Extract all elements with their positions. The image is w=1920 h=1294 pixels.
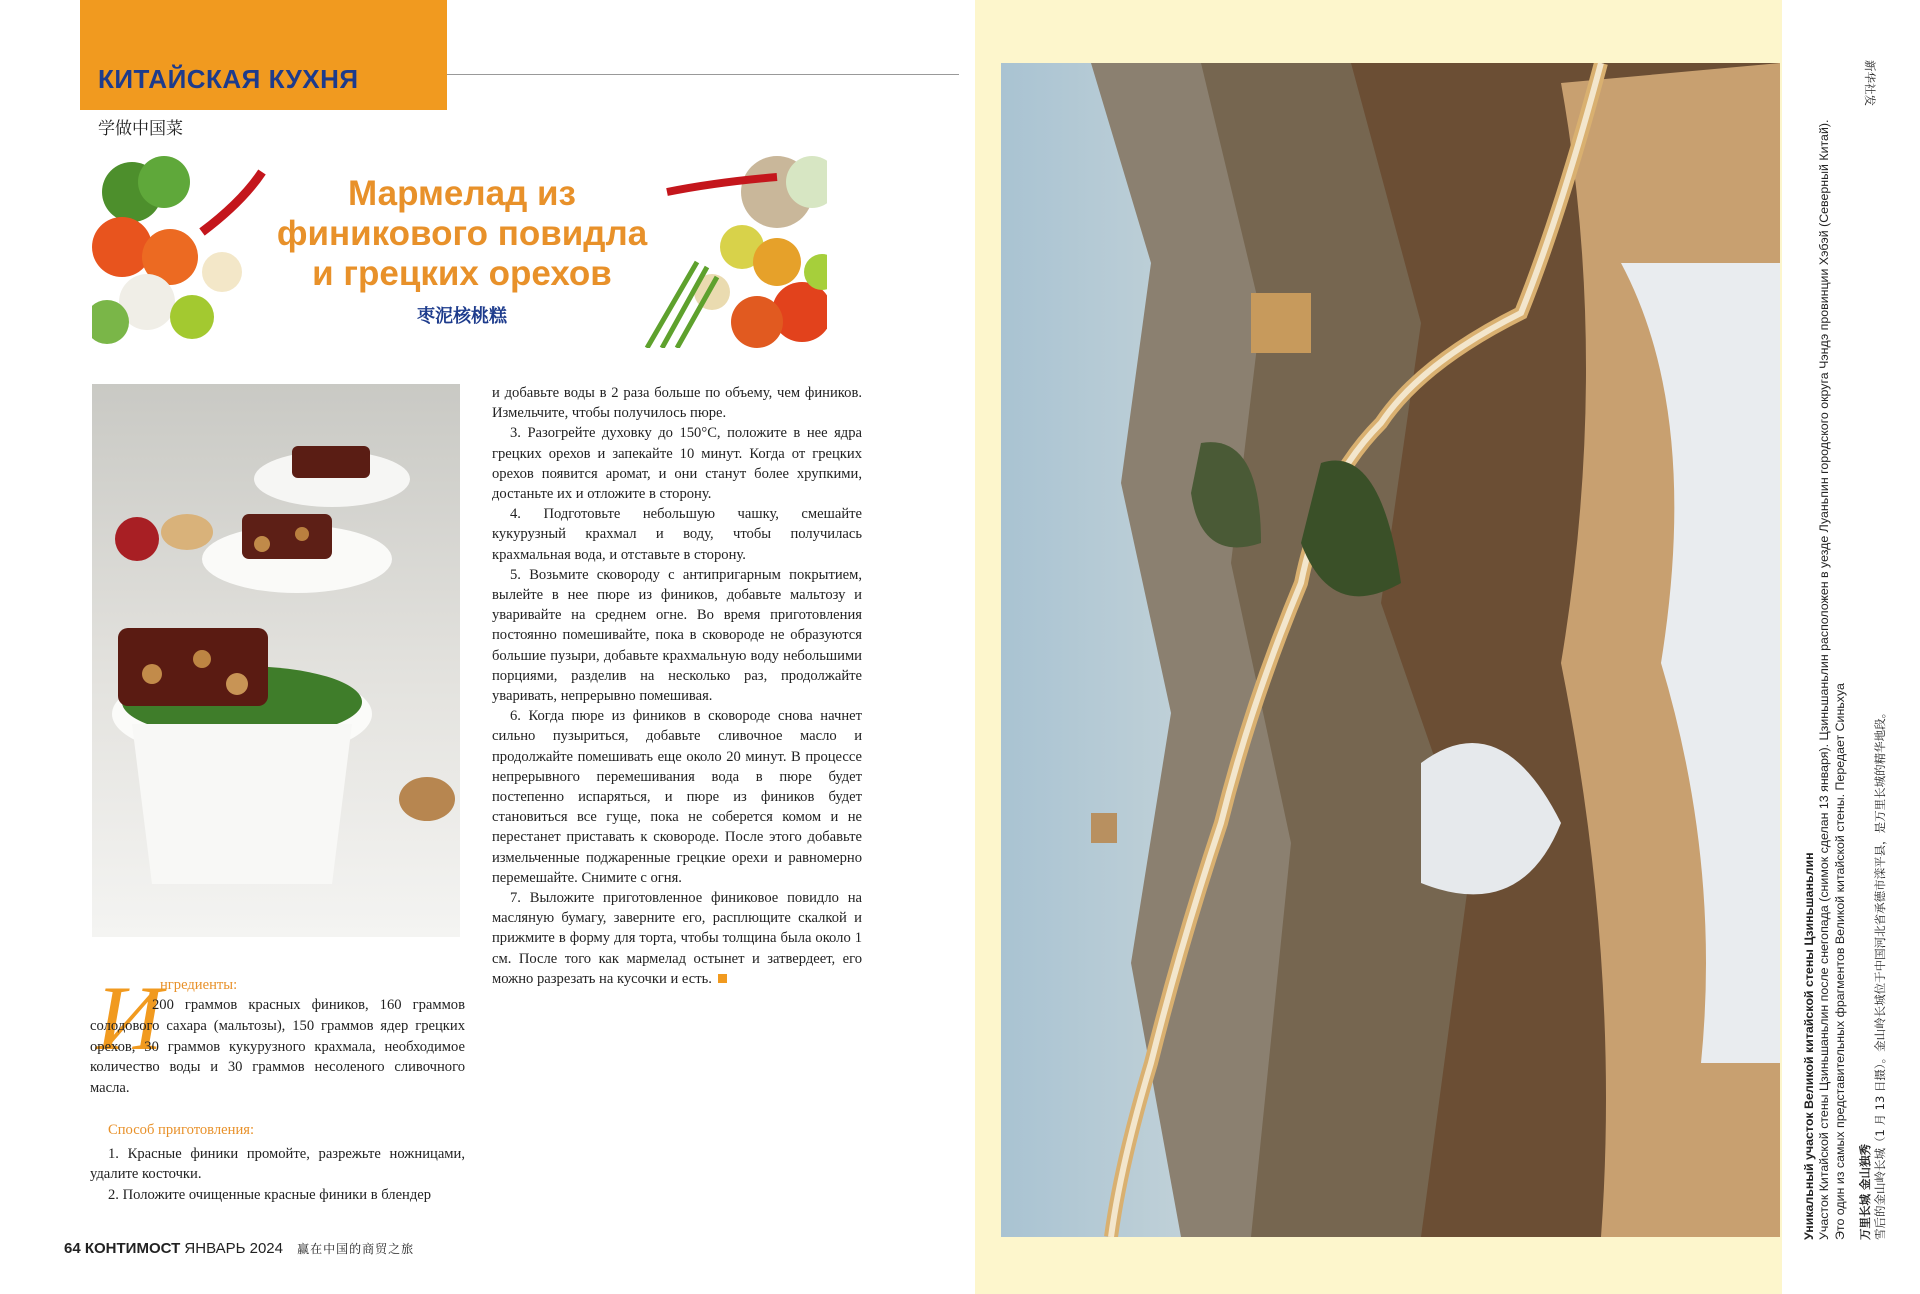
drop-cap: И xyxy=(96,967,163,1069)
caption-title: Уникальный участок Великой китайской стены Цзиньшаньлин xyxy=(1802,852,1816,1240)
dish-photo xyxy=(92,384,460,937)
caption-title-cn: 万里长城 金山独秀 xyxy=(1857,1143,1872,1240)
method-block xyxy=(90,1120,465,1205)
section-title-cn: 学做中国菜 xyxy=(98,119,183,139)
caption-text: Участок Китайской стены Цзиньшаньлин после снегопада (снимок сделан 13 января). Цзиньшаньлин расположен в уезде Луаньпин городского округа Чэндэ провинции Хэбэй (Северный Китай). xyxy=(1817,119,1832,1240)
issue-date: ЯНВАРЬ 2024 xyxy=(184,1240,283,1257)
page-number: 64 xyxy=(64,1240,81,1257)
ingredients-text xyxy=(90,995,465,1099)
body-paragraph: 7. Выложите приготовленное финиковое повидло на масляную бумагу, заверните его, расплющите скалкой и прижмите в форму для торта, чтобы толщина была около 1 см. После того как мармелад остынет и затвердеет, его можно разрезать на кусочки и есть. xyxy=(492,890,862,987)
vegetables-right-image xyxy=(627,152,827,348)
section-rule xyxy=(447,74,959,75)
photo-caption xyxy=(1798,0,1920,1240)
caption-text-cn: 雪后的金山岭长城（1 月 13 日摄）。金山岭长城位于中国河北省承德市滦平县，是万里长城的精华地段。 xyxy=(1873,706,1888,1240)
recipe-title-cn: 枣泥核桃糕 xyxy=(417,306,507,327)
end-mark-icon xyxy=(718,974,727,983)
body-paragraph: 4. Подготовьте небольшую чашку, смешайте кукурузный крахмал и воду, чтобы получилась крахмальная вода, и отставьте в сторону. xyxy=(492,506,862,563)
photo-caption-column xyxy=(1782,0,1920,1294)
recipe-title: Мармелад из финикового повидла и грецких орехов xyxy=(276,174,648,293)
body-paragraph: и добавьте воды в 2 раза больше по объему, чем фиников. Измельчите, чтобы получилось пюре. xyxy=(492,385,862,422)
caption-text: Это один из самых представительных фрагментов Великой китайской стены. Передает Синьхуа xyxy=(1832,683,1847,1240)
recipe-body-column xyxy=(492,383,862,989)
body-paragraph: 5. Возьмите сковороду с антипригарным покрытием, вылейте в нее пюре из фиников, добавьте мальтозу и уваривайте на среднем огне. Во время приготовления постоянно помешивайте, пока в сковороде не образуются большие пузыри, добавьте крахмальную воду небольшими порциями, разделив на несколько раз, продолжайте уваривать, непрерывно помешивая. xyxy=(492,566,862,705)
body-paragraph: 3. Разогрейте духовку до 150°C, положите в нее ядра грецких орехов и запекайте 10 минут. Когда от грецких орехов появится аромат, и они станут более хрупкими, достаньте их и отложите в сторону. xyxy=(492,425,862,503)
method-step: 2. Положите очищенные красные финики в блендер xyxy=(108,1186,432,1203)
footer-slogan: 赢在中国的商贸之旅 xyxy=(297,1242,415,1256)
ingredients-list: 200 граммов красных фиников, 160 граммов солодового сахара (мальтозы), 150 граммов ядер грецких орехов, 30 граммов кукурузного крахмала, необходимое количество воды и 30 граммов несоленого сливочного масла. xyxy=(90,997,465,1097)
recipe-banner xyxy=(92,152,827,348)
photo-credit: 新华社发 xyxy=(1863,60,1877,106)
great-wall-photo xyxy=(1001,63,1780,1237)
page-footer xyxy=(64,1240,414,1257)
section-title: КИТАЙСКАЯ КУХНЯ xyxy=(98,64,359,94)
method-step: 1. Красные финики промойте, разрежьте ножницами, удалите косточки. xyxy=(90,1145,465,1182)
body-paragraph: 6. Когда пюре из фиников в сковороде снова начнет сильно пузыриться, добавьте сливочное масло и продолжайте помешивать еще около 20 минут. В процессе непрерывного перемешивания вода в пюре будет постепенно испаряться, и пюре из фиников будет становиться все гуще, пока не соберется комом и не перестанет приставать к сковороде. После этого добавьте измельченные поджаренные грецкие орехи и равномерно перемешайте. Снимите с огня. xyxy=(492,708,862,886)
method-heading: Способ приготовления: xyxy=(108,1122,255,1138)
vegetables-left-image xyxy=(92,152,292,348)
magazine-name: КОНТИМОСТ xyxy=(84,1240,181,1257)
ingredients-heading: нгредиенты: xyxy=(160,977,238,993)
